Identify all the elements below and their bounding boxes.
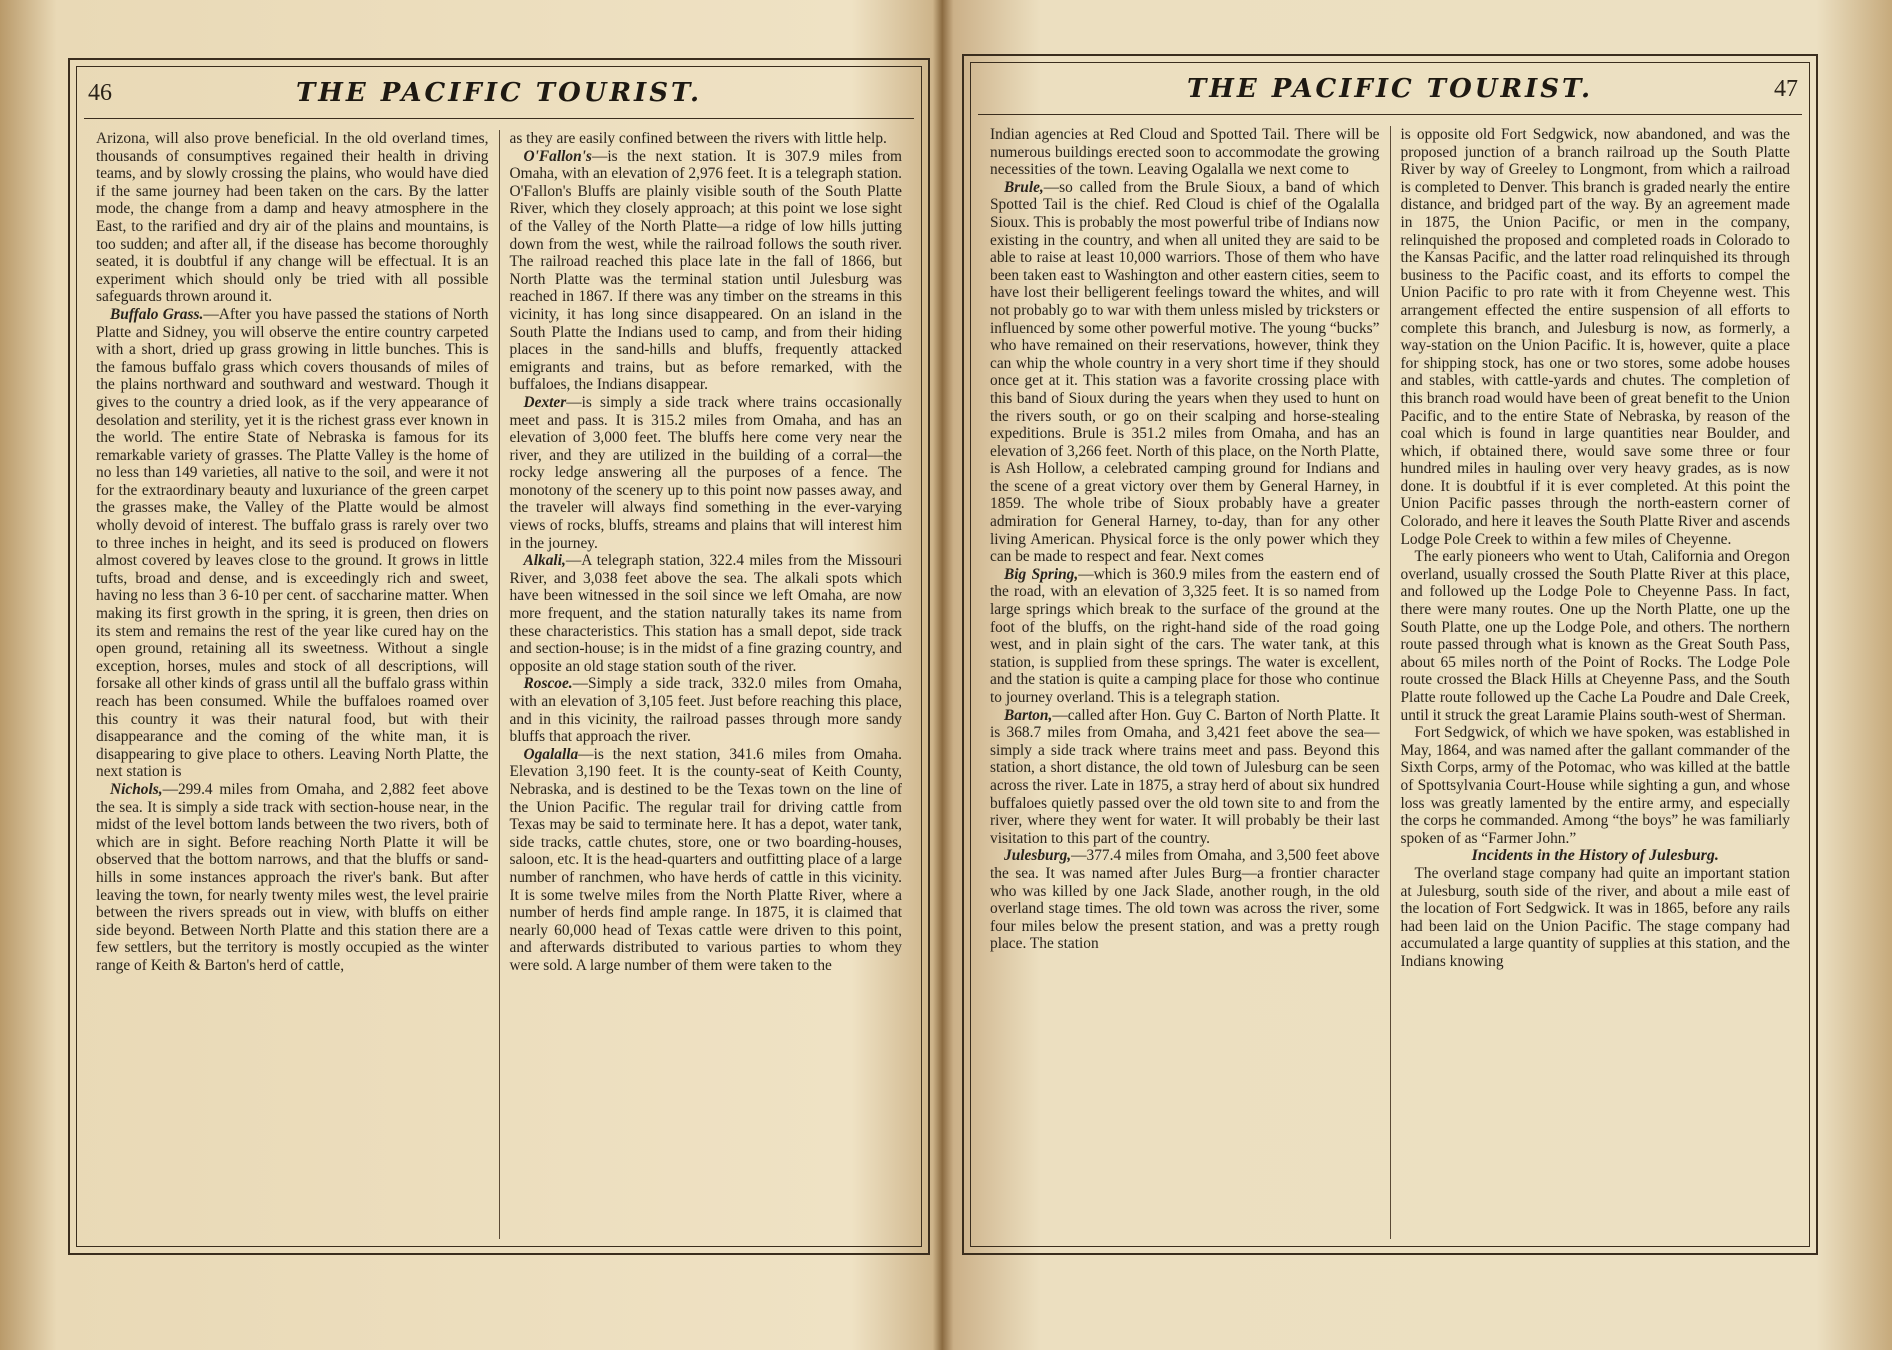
paragraph-text: Fort Sedgwick, of which we have spoken, was established in May, 1864, and was named after the gallant commander of the Sixth Corps, army of the Potomac, who was killed at the battle of Spottsylvania Court-House while sighting a gun, and whose loss was greatly lamented by the entire army, and especially the corps he commanded. Among “the boys” he was familiarly spoken of as “Farmer John.”: [1400, 724, 1790, 847]
paragraph: [990, 707, 1380, 848]
left-page-header: [84, 74, 914, 119]
section-subheading: Incidents in the History of Julesburg.: [1471, 847, 1719, 865]
paragraph-text: The overland stage company had quite an important station at Julesburg, south side of the river, and about a mile east of the location of Fort Sedgwick. It was in 1865, before any rails had been laid on the Union Pacific. The stage company had accumulated a large quantity of supplies at this station, and the Indians knowing: [1400, 864, 1790, 970]
right-page-columns: [980, 126, 1800, 1239]
paragraph: [96, 781, 489, 975]
paragraph: [990, 126, 1380, 179]
paragraph-text: —Simply a side track, 332.0 miles from Omaha, with an elevation of 3,105 feet. Just before reaching this place, and in this vicinity, the railroad passes through more sandy bluffs that approach the river.: [509, 675, 902, 746]
page-number: 46: [88, 80, 112, 106]
page-number: 47: [1774, 76, 1798, 102]
paragraph: [990, 566, 1380, 707]
paragraph-text: —299.4 miles from Omaha, and 2,882 feet above the sea. It is simply a side track with section-house near, in the midst of the level bottom lands between the two rivers, both of which are in sight. Before reaching North Platte it will be observed that the bottom narrows, and that the bluffs or sand-hills in some instances approach the river's bank. But after leaving the town, for nearly twenty miles west, the level prairie between the rivers spreads out in view, with bluffs on either side beyond. Between North Platte and this station there are a few settlers, but the territory is mostly occupied as the winter range of Keith & Barton's herd of cattle,: [96, 780, 489, 974]
paragraph: [510, 746, 903, 975]
paragraph: [510, 552, 903, 675]
station-name: Alkali,: [523, 552, 566, 570]
running-title: THE PACIFIC TOURIST.: [1186, 74, 1594, 104]
left-column: [86, 130, 499, 1239]
left-page-columns: [86, 130, 912, 1239]
station-name: O'Fallon's: [523, 147, 592, 165]
paragraph: [1401, 865, 1791, 971]
paragraph: [990, 847, 1380, 953]
paragraph-text: —so called from the Brule Sioux, a band of which Spotted Tail is the chief. Red Cloud is chief of the Ogalalla Sioux. This is probably the most powerful tribe of Indians now existing in the country, and when all united they are said to be able to raise at least 10,000 warriors. Those of them who have been taken east to Washington and other eastern cities, seem to have lost their belligerent feelings toward the whites, and will not probably go to war with them unless misled by tricksters or influenced by some other powerful motive. The young “bucks” who have remained on their reservations, however, think they can whip the whole country in a very short time if they should once get at it. This station was a favorite crossing place with this band of Sioux during the years when they used to hunt on the rivers south, or go on their scalping and horse-stealing expeditions. Brule is 351.2 miles from Omaha, and has an elevation of 3,266 feet. North of this place, on the North Platte, is Ash Hollow, a celebrated camping ground for Indians and the scene of a great victory over them by General Harney, in 1859. The whole tribe of Sioux probably have a greater admiration for General Harney, to-day, than for any other living American. Physical force is the only power which they can be made to respect and fear. Next comes: [990, 178, 1380, 566]
station-name: Nichols,: [110, 780, 163, 798]
paragraph-text: —is the next station, 341.6 miles from Omaha. Elevation 3,190 feet. It is the county-seat of Keith County, Nebraska, and is destined to be the Texas town on the line of the Union Pacific. The regular trail for driving cattle from Texas may be said to terminate here. It has a depot, water tank, side tracks, cattle chutes, store, one or two boarding-houses, saloon, etc. It is the head-quarters and outfitting place of a large number of ranchmen, who have herds of cattle in this vicinity. It is some twelve miles from the North Platte River, where a number of herds find ample range. In 1875, it is claimed that nearly 60,000 head of Texas cattle were driven to this point, and afterwards distributed to various parties to whom they were sold. A large number of them were taken to the: [509, 745, 902, 974]
station-name: Big Spring,: [1004, 565, 1079, 583]
paragraph-text: —is simply a side track where trains occasionally meet and pass. It is 315.2 miles from Omaha, and has an elevation of 3,000 feet. The bluffs here come very near the river, and they are utilized in the building of a corral—the rocky ledge answering all the purposes of a fence. The monotony of the scenery up to this point now passes away, and the traveler will always find something in the ever-varying views of rocks, bluffs, streams and plains that will interest him in the journey.: [509, 393, 902, 552]
station-name: Roscoe.: [523, 675, 573, 693]
paragraph: [1401, 126, 1791, 548]
paragraph: [96, 306, 489, 781]
paragraph-text: is opposite old Fort Sedgwick, now abandoned, and was the proposed junction of a branch railroad up the South Platte River by way of Greeley to Longmont, from which a railroad is completed to Denver. This branch is graded nearly the entire distance, and bridged part of the way. By an agreement made in 1875, the Union Pacific, or men in the company, relinquished the proposed and completed roads in Colorado to the Kansas Pacific, and the latter road relinquished its through business to the Pacific coast, and its efforts to compel the Union Pacific to pro rate with it from Cheyenne west. This arrangement effected the entire suspension of all efforts to complete this branch, and Julesburg is now, as formerly, a way-station on the Union Pacific. It is, however, quite a place for shipping stock, has one or two stores, some adobe houses and stables, with cattle-yards and chutes. The completion of this branch road would have been of great benefit to the Union Pacific, and to the entire State of Nebraska, by reason of the coal which is found in large quantities near Boulder, and which, if obtained there, would save some three or four hundred miles in hauling over very heavy grades, as is now done. It is doubtful if it is ever completed. At this point the Union Pacific passes through the north-eastern corner of Colorado, and here it leaves the South Platte River and ascends Lodge Pole Creek to within a few miles of Cheyenne.: [1400, 126, 1790, 548]
paragraph-text: —After you have passed the stations of North Platte and Sidney, you will observe the entire country carpeted with a short, dried up grass growing in little bunches. This is the famous buffalo grass which covers thousands of miles of the plains northward and southward and westward. Though it gives to the country a dried look, as if the very appearance of desolation and sterility, yet it is the richest grass ever known in the world. The entire State of Nebraska is famous for its remarkable variety of grasses. The Platte Valley is the home of no less than 149 varieties, all native to the soil, and were it not for the extraordinary beauty and luxuriance of the green carpet the grasses make, the Valley of the Platte would be almost wholly devoid of interest. The buffalo grass is rarely over two to three inches in height, and its seed is produced on flowers almost covered by leaves close to the ground. It grows in little tufts, broad and dense, and is exceedingly rich and sweet, having no less than 3 6-10 per cent. of saccharine matter. When making its first growth in the spring, it is green, then dries on its stem and remains the rest of the year like cured hay on the open ground, retaining all its sweetness. Without a single exception, horses, mules and stock of all descriptions, will forsake all other kinds of grass until all the buffalo grass within reach has been consumed. While the buffaloes roamed over this country it was their natural food, but with their disappearance and the coming of the white man, it is disappearing to give place to others. Leaving North Platte, the next station is: [96, 305, 489, 781]
paragraph-text: —A telegraph station, 322.4 miles from the Missouri River, and 3,038 feet above the sea. The alkali spots which have been witnessed in the soil since we left Omaha, are now more frequent, and the station naturally takes its name from these characteristics. This station has a small depot, side track and section-house; is in the midst of a fine grazing country, and opposite an old stage station south of the river.: [509, 552, 902, 675]
left-column: [980, 126, 1390, 1239]
running-title: THE PACIFIC TOURIST.: [295, 78, 703, 108]
station-name: Julesburg,: [1004, 847, 1072, 865]
paragraph: [1401, 548, 1791, 724]
left-page: [68, 58, 930, 1255]
paragraph: [990, 179, 1380, 566]
paragraph: [1401, 724, 1791, 847]
paragraph: [510, 675, 903, 745]
station-name: Dexter: [523, 393, 567, 411]
paragraph-text: —which is 360.9 miles from the eastern end of the road, with an elevation of 3,325 feet. It is so named from large springs which break to the surface of the ground at the foot of the bluffs, on the right-hand side of the road going west, and in plain sight of the cars. The water tank, at this station, is supplied from these springs. The water is excellent, and the station is quite a camping place for those who continue to journey overland. This is a telegraph station.: [990, 565, 1380, 706]
paragraph: [510, 130, 903, 148]
right-column: [1390, 126, 1801, 1239]
paragraph: [96, 130, 489, 306]
right-page-header: [978, 70, 1802, 115]
paragraph-text: Arizona, will also prove beneficial. In the old overland times, thousands of consumptives regained their health in driving teams, and by slowly crossing the plains, who would have died if the same journey had been taken on the cars. By the latter mode, the change from a damp and heavy atmosphere in the East, to the rarified and dry air of the plains and mountains, is too sudden; and after all, if the disease has become thoroughly seated, it is doubtful if any change will be effectual. It is an experiment which should only be tried with all possible safeguards thrown around it.: [96, 130, 489, 306]
paragraph-text: —called after Hon. Guy C. Barton of North Platte. It is 368.7 miles from Omaha, and 3,421 feet above the sea—simply a side track where trains meet and pass. Beyond this station, a short distance, the old town of Julesburg can be seen across the river. Late in 1875, a stray herd of about six hundred buffaloes quietly passed over the old town site to and from the river, where they went for water. It will probably be their last visitation to this part of the country.: [990, 706, 1380, 847]
paragraph-text: Indian agencies at Red Cloud and Spotted Tail. There will be numerous buildings erected soon to accommodate the growing necessities of the town. Leaving Ogalalla we next come to: [990, 126, 1380, 179]
paragraph: [510, 148, 903, 394]
paragraph-text: The early pioneers who went to Utah, California and Oregon overland, usually crossed the South Platte River at this place, and followed up the Lodge Pole to Cheyenne Pass. In fact, there were many routes. One up the North Platte, one up the South Platte, one up the Lodge Pole, and others. The northern route passed through what is known as the Great South Pass, about 65 miles north of the Point of Rocks. The Lodge Pole route crossed the Black Hills at Cheyenne Pass, and the South Platte route followed up the Cache La Poudre and Dale Creek, until it struck the great Laramie Plains south-west of Sherman.: [1400, 548, 1790, 724]
station-name: Brule,: [1004, 178, 1044, 196]
station-name: Barton,: [1004, 706, 1053, 724]
station-name: Buffalo Grass.: [110, 305, 204, 323]
paragraph-text: —377.4 miles from Omaha, and 3,500 feet above the sea. It was named after Jules Burg—a frontier character who was killed by one Jack Slade, another rough, in the old overland stage times. The old town was across the river, some four miles below the present station, and was a pretty rough place. The station: [990, 847, 1380, 953]
right-page: [962, 54, 1818, 1255]
right-column: [499, 130, 913, 1239]
paragraph-text: as they are easily confined between the rivers with little help.: [509, 130, 887, 147]
paragraph-text: —is the next station. It is 307.9 miles from Omaha, with an elevation of 2,976 feet. It is a telegraph station. O'Fallon's Bluffs are plainly visible south of the South Platte River, which they closely approach; at this point we lose sight of the Valley of the North Platte—a ridge of low hills jutting down from the west, while the railroad follows the south river. The railroad reached this place late in the fall of 1866, but North Platte was the terminal station until Julesburg was reached in 1867. If there was any timber on the streams in this vicinity, it has long since disappeared. On an island in the South Platte the Indians used to camp, and from their hiding places in the sand-hills and bluffs, frequently attacked emigrants and trains, but as before remarked, with the buffaloes, the Indians disappear.: [509, 147, 902, 394]
station-name: Ogalalla: [523, 745, 579, 763]
paragraph: [510, 394, 903, 552]
